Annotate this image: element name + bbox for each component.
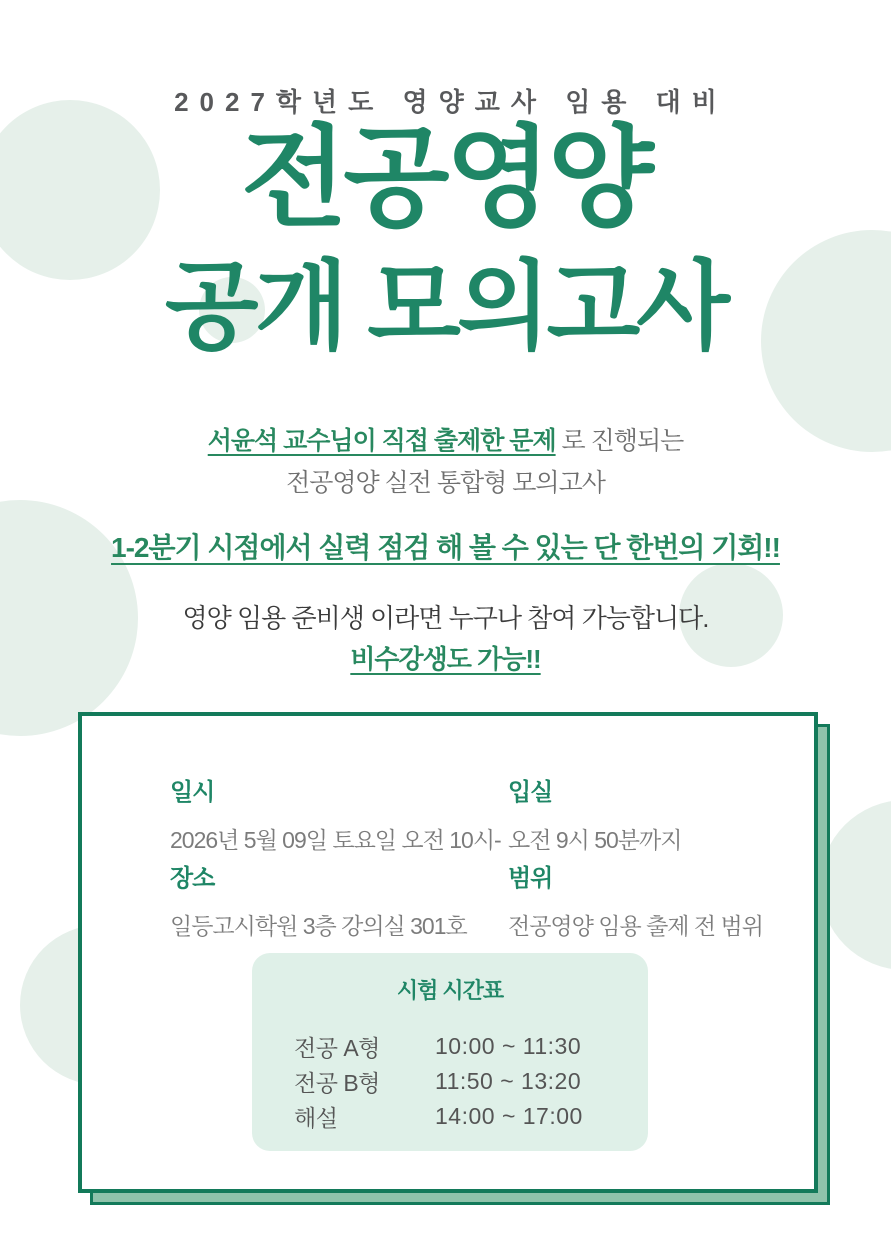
field-datetime — [170, 772, 501, 855]
eligibility-block — [0, 598, 891, 680]
timetable-row — [294, 1064, 648, 1099]
timetable-rows — [294, 1029, 648, 1134]
timetable-row — [294, 1029, 648, 1064]
field-scope-label: 범위 — [508, 865, 553, 892]
intro-line2: 전공영양 실전 통합형 모의고사 — [286, 469, 605, 497]
field-entry — [508, 772, 681, 855]
timetable-row-time: 11:50 ~ 13:20 — [435, 1068, 582, 1094]
timetable-box — [252, 953, 648, 1151]
field-location-value: 일등고시학원 3층 강의실 301호 — [170, 913, 467, 939]
field-scope — [508, 858, 763, 941]
field-scope-value: 전공영양 임용 출제 전 범위 — [508, 913, 763, 939]
timetable-row — [294, 1099, 648, 1134]
timetable-row-time: 10:00 ~ 11:30 — [435, 1033, 582, 1059]
field-location-label: 장소 — [170, 865, 215, 892]
opportunity-line: 1-2분기 시점에서 실력 점검 해 볼 수 있는 단 한번의 기회!! — [111, 532, 780, 563]
field-datetime-value: 2026년 5월 09일 토요일 오전 10시- — [170, 827, 501, 853]
decorative-circle-right-lower — [820, 800, 891, 970]
field-datetime-label: 일시 — [170, 779, 215, 806]
field-entry-label: 입실 — [508, 779, 553, 806]
main-title-line2: 공개 모의고사 — [164, 252, 727, 361]
intro-line1 — [0, 420, 891, 462]
timetable-row-name: 전공 B형 — [294, 1070, 380, 1096]
info-card — [78, 712, 818, 1193]
eligibility-line: 영양 임용 준비생 이라면 누구나 참여 가능합니다. — [182, 603, 709, 633]
intro-paragraph — [0, 420, 891, 504]
timetable-row-time: 14:00 ~ 17:00 — [435, 1103, 583, 1129]
intro-rest: 로 진행되는 — [555, 427, 684, 455]
timetable-title: 시험 시간표 — [396, 978, 504, 1003]
field-entry-value: 오전 9시 50분까지 — [508, 827, 682, 853]
nonstudent-line: 비수강생도 가능!! — [350, 644, 541, 674]
field-location — [170, 858, 467, 941]
timetable-row-name: 해설 — [294, 1105, 338, 1131]
kicker-text: 2027학년도 영양교사 임용 대비 — [174, 87, 728, 117]
timetable-row-name: 전공 A형 — [294, 1035, 380, 1061]
intro-highlight: 서윤석 교수님이 직접 출제한 문제 — [207, 427, 556, 455]
main-title-line1: 전공영양 — [240, 117, 651, 240]
